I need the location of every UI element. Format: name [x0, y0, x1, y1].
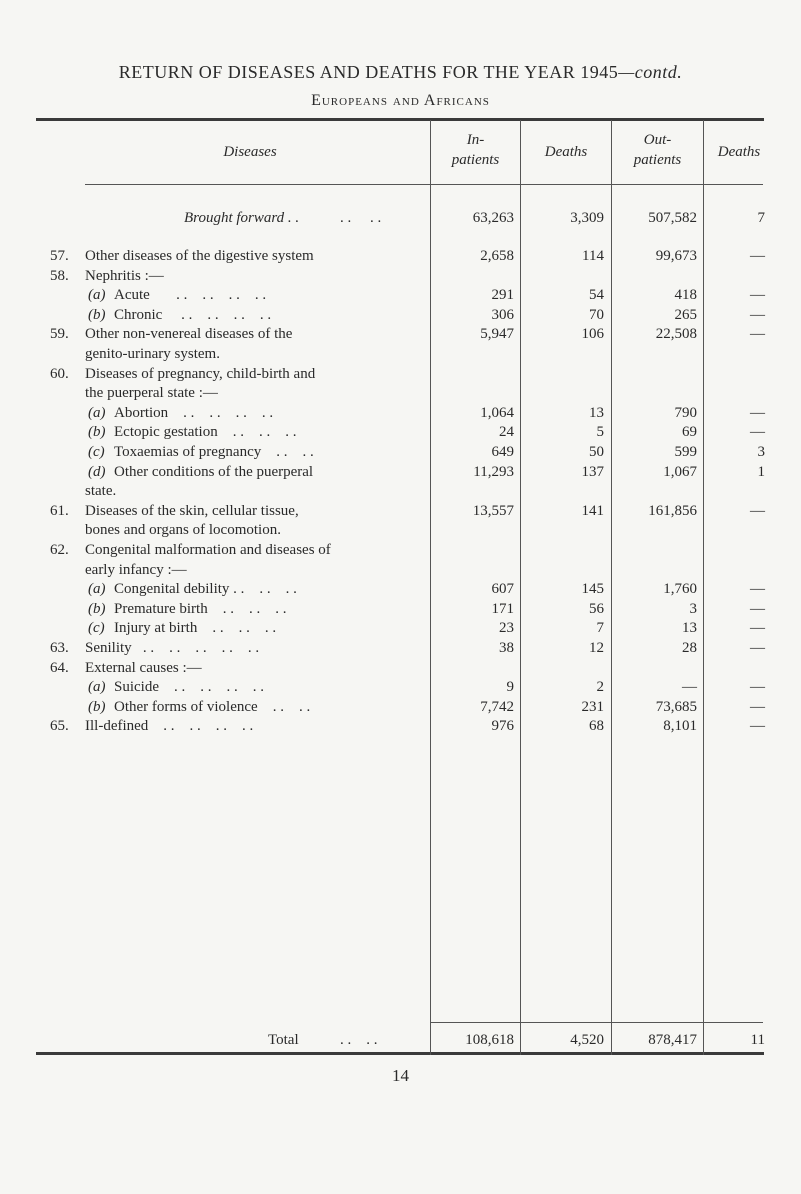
row-deaths-2: — — [750, 405, 765, 421]
row-label: External causes :— — [85, 660, 202, 676]
row-sub-marker: (a) — [88, 287, 106, 303]
row-deaths-1: 54 — [589, 287, 604, 303]
row-label: Other forms of violence . . . . — [114, 699, 311, 715]
brought-forward-label: Brought forward . . — [184, 210, 300, 226]
row-deaths-2: — — [750, 699, 765, 715]
row-deaths-2: — — [750, 326, 765, 342]
row-label: Senility . . . . . . . . . . — [85, 640, 260, 656]
row-deaths-2: — — [750, 679, 765, 695]
row-deaths-1: 231 — [581, 699, 604, 715]
row-number: 62. — [50, 542, 69, 558]
row-label: Injury at birth . . . . . . — [114, 620, 277, 636]
row-outpatients: 790 — [674, 405, 697, 421]
row-deaths-1: 2 — [596, 679, 604, 695]
row-outpatients: 599 — [674, 444, 697, 460]
row-deaths-1: 56 — [589, 601, 604, 617]
row-label: state. — [85, 483, 117, 499]
row-number: 64. — [50, 660, 69, 676]
row-sub-marker: (d) — [88, 464, 106, 480]
row-outpatients: 8,101 — [663, 718, 697, 734]
row-deaths-1: 68 — [589, 718, 604, 734]
row-inpatients: 13,557 — [472, 503, 514, 519]
row-inpatients: 291 — [491, 287, 514, 303]
row-deaths-1: 145 — [581, 581, 604, 597]
total-deaths-1: 4,520 — [570, 1032, 604, 1048]
row-inpatients: 171 — [491, 601, 514, 617]
row-label: Ill-defined . . . . . . . . — [85, 718, 254, 734]
row-outpatients: — — [682, 679, 697, 695]
row-label: Toxaemias of pregnancy . . . . — [114, 444, 314, 460]
header-deaths-1: Deaths — [544, 144, 588, 160]
row-inpatients: 649 — [491, 444, 514, 460]
row-outpatients: 1,067 — [663, 464, 697, 480]
row-outpatients: 265 — [674, 307, 697, 323]
row-inpatients: 1,064 — [480, 405, 514, 421]
total-rule — [430, 1022, 763, 1023]
row-outpatients: 22,508 — [655, 326, 697, 342]
row-label: Diseases of pregnancy, child-birth and — [85, 366, 316, 382]
row-deaths-2: — — [750, 581, 765, 597]
row-label: Ectopic gestation . . . . . . — [114, 424, 297, 440]
row-deaths-2: — — [750, 718, 765, 734]
row-sub-marker: (a) — [88, 679, 106, 695]
total-outpatients: 878,417 — [648, 1032, 697, 1048]
header-inpatients: In- patients — [451, 132, 500, 168]
row-deaths-2: — — [750, 640, 765, 656]
row-sub-marker: (b) — [88, 424, 106, 440]
row-deaths-1: 141 — [581, 503, 604, 519]
bottom-rule — [36, 1052, 764, 1055]
row-deaths-2: — — [750, 287, 765, 303]
row-deaths-1: 114 — [582, 248, 604, 264]
row-inpatients: 607 — [491, 581, 514, 597]
row-outpatients: 161,856 — [648, 503, 697, 519]
brought-forward-deaths-1: 3,309 — [570, 210, 604, 226]
row-inpatients: 11,293 — [473, 464, 514, 480]
top-rule — [36, 118, 764, 121]
row-deaths-1: 5 — [596, 424, 604, 440]
row-label: Premature birth . . . . . . — [114, 601, 287, 617]
page-number: 14 — [392, 1066, 409, 1085]
brought-forward-outpatients: 507,582 — [648, 210, 697, 226]
row-label: early infancy :— — [85, 562, 187, 578]
brought-forward-deaths-2: 7 — [757, 210, 765, 226]
row-inpatients: 24 — [499, 424, 514, 440]
row-deaths-1: 70 — [589, 307, 604, 323]
row-label: bones and organs of locomotion. — [85, 522, 281, 538]
row-inpatients: 38 — [499, 640, 514, 656]
brought-forward-dots: . . . . — [340, 210, 382, 226]
row-label: Chronic . . . . . . . . — [114, 307, 272, 323]
row-number: 63. — [50, 640, 69, 656]
header-rule — [85, 184, 763, 185]
row-inpatients: 2,658 — [480, 248, 514, 264]
row-deaths-2: — — [750, 620, 765, 636]
row-sub-marker: (b) — [88, 699, 106, 715]
row-label: Other diseases of the digestive system — [85, 248, 314, 264]
row-outpatients: 73,685 — [655, 699, 697, 715]
row-number: 61. — [50, 503, 69, 519]
header-outpatients: Out- patients — [633, 132, 682, 168]
row-number: 60. — [50, 366, 69, 382]
row-deaths-2: — — [750, 601, 765, 617]
header-deaths-2: Deaths — [717, 144, 761, 160]
row-number: 59. — [50, 326, 69, 342]
title-main: RETURN OF DISEASES AND DEATHS FOR THE YEAR 1945 — [118, 62, 619, 82]
row-sub-marker: (a) — [88, 581, 106, 597]
row-label: the puerperal state :— — [85, 385, 218, 401]
page-title — [0, 62, 801, 83]
row-outpatients: 13 — [682, 620, 697, 636]
row-deaths-1: 50 — [589, 444, 604, 460]
row-label: Congenital malformation and diseases of — [85, 542, 331, 558]
total-deaths-2: 11 — [750, 1032, 765, 1048]
row-inpatients: 7,742 — [480, 699, 514, 715]
row-inpatients: 306 — [491, 307, 514, 323]
row-label: Other conditions of the puerperal — [114, 464, 314, 480]
row-deaths-1: 7 — [596, 620, 604, 636]
row-label: Acute . . . . . . . . — [114, 287, 267, 303]
row-inpatients: 976 — [491, 718, 514, 734]
row-sub-marker: (c) — [88, 620, 105, 636]
total-inpatients: 108,618 — [465, 1032, 514, 1048]
row-label: Suicide . . . . . . . . — [114, 679, 264, 695]
row-label: genito-urinary system. — [85, 346, 220, 362]
brought-forward-inpatients: 63,263 — [472, 210, 514, 226]
row-deaths-1: 12 — [589, 640, 604, 656]
row-deaths-1: 106 — [581, 326, 604, 342]
row-deaths-2: 1 — [757, 464, 765, 480]
row-sub-marker: (b) — [88, 601, 106, 617]
row-deaths-1: 137 — [581, 464, 604, 480]
row-sub-marker: (c) — [88, 444, 105, 460]
row-number: 57. — [50, 248, 69, 264]
row-deaths-2: 3 — [757, 444, 765, 460]
row-outpatients: 99,673 — [655, 248, 697, 264]
row-inpatients: 9 — [506, 679, 514, 695]
row-number: 65. — [50, 718, 69, 734]
total-label: Total — [268, 1032, 299, 1048]
row-sub-marker: (b) — [88, 307, 106, 323]
row-sub-marker: (a) — [88, 405, 106, 421]
row-label: Diseases of the skin, cellular tissue, — [85, 503, 299, 519]
row-deaths-2: — — [750, 503, 765, 519]
row-inpatients: 5,947 — [480, 326, 514, 342]
row-outpatients: 28 — [682, 640, 697, 656]
page-subtitle: Europeans and Africans — [311, 92, 490, 109]
row-label: Congenital debility . . . . . . — [114, 581, 297, 597]
row-label: Nephritis :— — [85, 268, 164, 284]
row-outpatients: 3 — [689, 601, 697, 617]
row-deaths-2: — — [750, 307, 765, 323]
row-outpatients: 69 — [682, 424, 697, 440]
row-inpatients: 23 — [499, 620, 514, 636]
row-deaths-2: — — [750, 248, 765, 264]
total-dots: . . . . — [340, 1032, 378, 1048]
row-outpatients: 418 — [674, 287, 697, 303]
header-diseases: Diseases — [223, 144, 277, 160]
title-suffix: —contd. — [618, 62, 683, 82]
row-number: 58. — [50, 268, 69, 284]
row-outpatients: 1,760 — [663, 581, 697, 597]
row-deaths-1: 13 — [589, 405, 604, 421]
row-deaths-2: — — [750, 424, 765, 440]
row-label: Abortion . . . . . . . . — [114, 405, 274, 421]
row-label: Other non-venereal diseases of the — [85, 326, 293, 342]
